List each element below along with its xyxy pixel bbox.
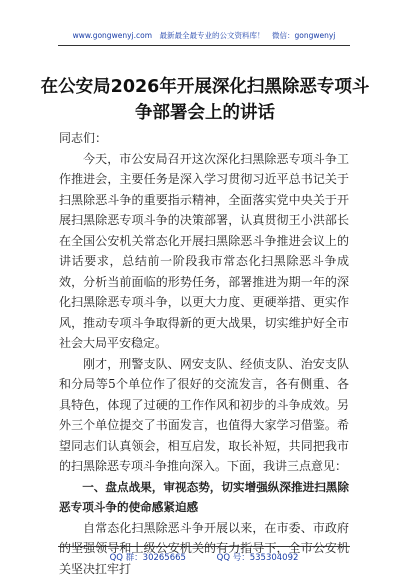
- document-title: 在公安局2026年开展深化扫黑除恶专项斗争部署会上的讲话: [40, 77, 370, 123]
- site-footer: [0, 551, 408, 563]
- section-paragraph: 自常态化扫黑除恶斗争开展以来，在市委、市政府的坚强领导和上级公安机关的有力指导下，全市公安机关坚决扛牢打: [59, 520, 349, 576]
- body-paragraph: 今天，市公安局召开这次深化扫黑除恶专项斗争工作推进会，主要任务是深入学习贯彻习近平总书记关于扫黑除恶斗争的重要指示精神，全面落实党中央关于开展扫黑除恶专项斗争的决策部署，认真贯彻王小洪部长在全国公安机关常态化开展扫黑除恶斗争推进会议上的讲话要求，总结前一阶段我市常态化扫黑除恶斗争成效，分析当前面临的形势任务，部署推进为期一年的深化扫黑除恶专项斗争，以更大力度、更硬举措、更实作风，推动专项斗争取得新的更大战果，切实维护好全市社会大局平安稳定。: [59, 151, 349, 350]
- qq-number-text: QQ 号：535304092: [216, 553, 299, 563]
- header-divider: [58, 45, 350, 46]
- qq-group-text: QQ 群：30265665: [109, 553, 186, 563]
- site-header: www.gongwenyj.com 最新最全最专业的公文资料库！ 微信：gongwenyj: [72, 31, 336, 40]
- document-body: [59, 128, 349, 579]
- body-paragraph: 刚才，刑警支队、网安支队、经侦支队、治安支队和分局等5个单位作了很好的交流发言，各有侧重、各具特色，体现了过硬的工作作风和初步的斗争成效。另外三个单位提交了书面发言，也值得大家学习借鉴。希望同志们认真领会，相互启发，取长补短，共同把我市的扫黑除恶专项斗争推向深入。下面，我讲三点意见：: [59, 356, 349, 473]
- footer-divider: [58, 546, 350, 547]
- salutation: 同志们：: [59, 131, 108, 145]
- section-heading: 一、盘点战果，审视态势，切实增强纵深推进扫黑除恶专项斗争的使命感紧迫感: [59, 479, 349, 514]
